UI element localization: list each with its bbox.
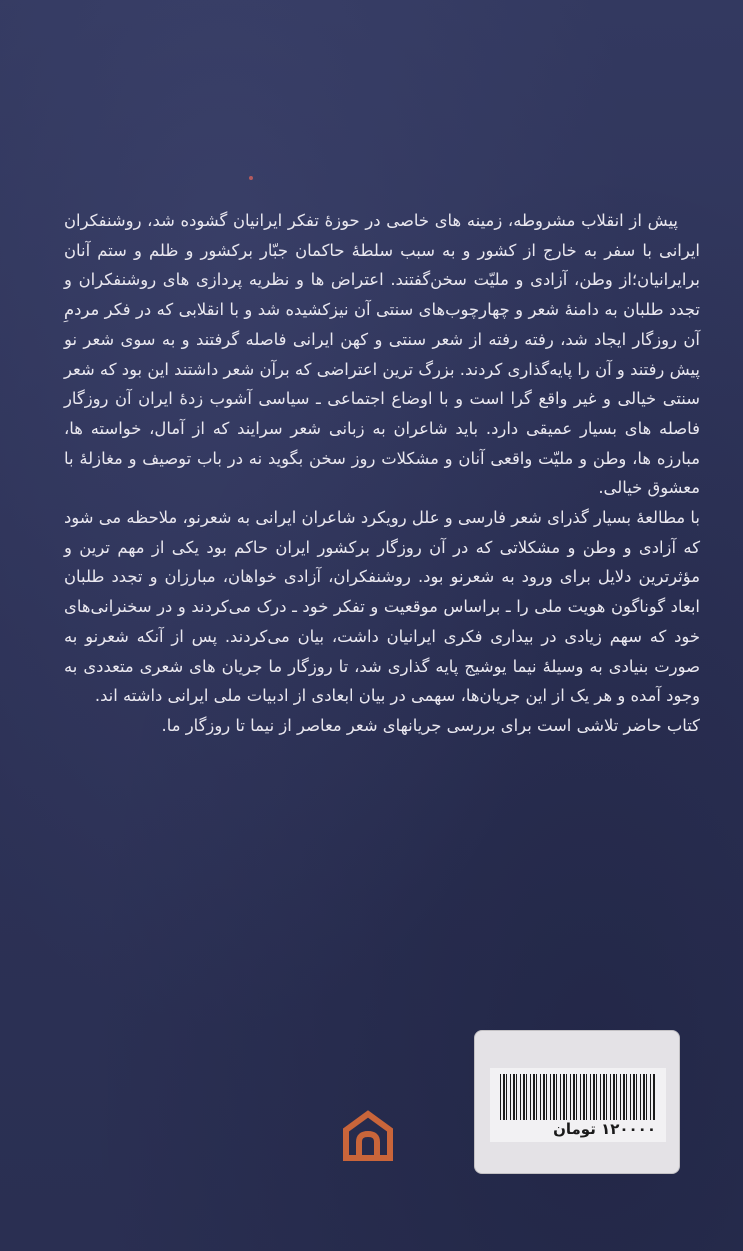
blurb-paragraph-3: کتاب حاضر تلاشی است برای بررسی جریانهای شعر معاصر از نیما تا روزگار ما. bbox=[161, 715, 700, 735]
barcode-sticker bbox=[474, 1030, 680, 1174]
blurb-paragraph-1: پیش از انقلاب مشروطه، زمینه های خاصی در حوزهٔ تفکر ایرانیان گشوده شد، روشنفکران ایرانی با سفر به خارج از کشور و به سبب سلطهٔ حاکمان جبّار برکشور و ظلم و ستم آنان برایرانیان؛از وطن، آزادی و ملیّت سخن‌گفتند. اعتراض ها و نظریه پردازی های روشنفکران و تجدد طلبان به دامنهٔ شعر و چهارچوب‌های سنتی آن نیزکشیده شد و با انقلابی که در فکر مردمِ آن روزگار ایجاد شد، رفته رفته از شعر سنتی و کهن ایرانی فاصله گرفتند و به سوی شعر نو پیش رفتند و آن را پایه‌گذاری کردند. بزرگ ترین اعتراضی که برآن شعر داشتند این بود که شعر سنتی خیالی و غیر واقع گرا است و با اوضاع اجتماعی ـ سیاسی آشوب زدهٔ ایران آن روزگار فاصله های بسیار عمیقی دارد. باید شاعران به زبانی شعر سرایند که از آمال، خواسته ها، مبارزه ها، وطن و ملیّت واقعی آنان و مشکلات روز سخن بگوید نه در باب توصیف و مغازلهٔ با معشوق خیالی. bbox=[64, 211, 700, 498]
cover-speck bbox=[249, 176, 253, 180]
barcode-icon bbox=[500, 1074, 656, 1120]
house-arch-logo-icon bbox=[338, 1106, 398, 1166]
blurb-paragraph-2: با مطالعهٔ بسیار گذرای شعر فارسی و علل رویکرد شاعران ایرانی به شعرنو، ملاحظه می شود که آزادی و وطن و مشکلاتی که در آن روزگار برکشور ایران حاکم بود یکی از مهم ترین و مؤثرترین دلایل برای ورود به شعرنو بود. روشنفکران، آزادی خواهان، مبارزان و تجدد طلبان ابعاد گوناگون هویت ملی را ـ براساس موقعیت و تفکر خود ـ درک می‌کردند و در سخنرانی‌های خود که سهم زیادی در بیداری فکری ایرانیان داشت، بیان می‌کردند. پس از آنکه شعرنو به صورت بنیادی به وسیلهٔ نیما یوشیج پایه گذاری شد، تا روزگار ما جریان های شعری متعددی به وجود آمده و هر یک از این جریان‌ها، سهمی در بیان ابعادی از ادبیات ملی ایرانی داشته اند. bbox=[64, 508, 700, 706]
barcode-label bbox=[490, 1068, 666, 1142]
price-label: ۱۲۰۰۰۰ تومان bbox=[553, 1120, 656, 1138]
blurb-text bbox=[64, 206, 700, 741]
